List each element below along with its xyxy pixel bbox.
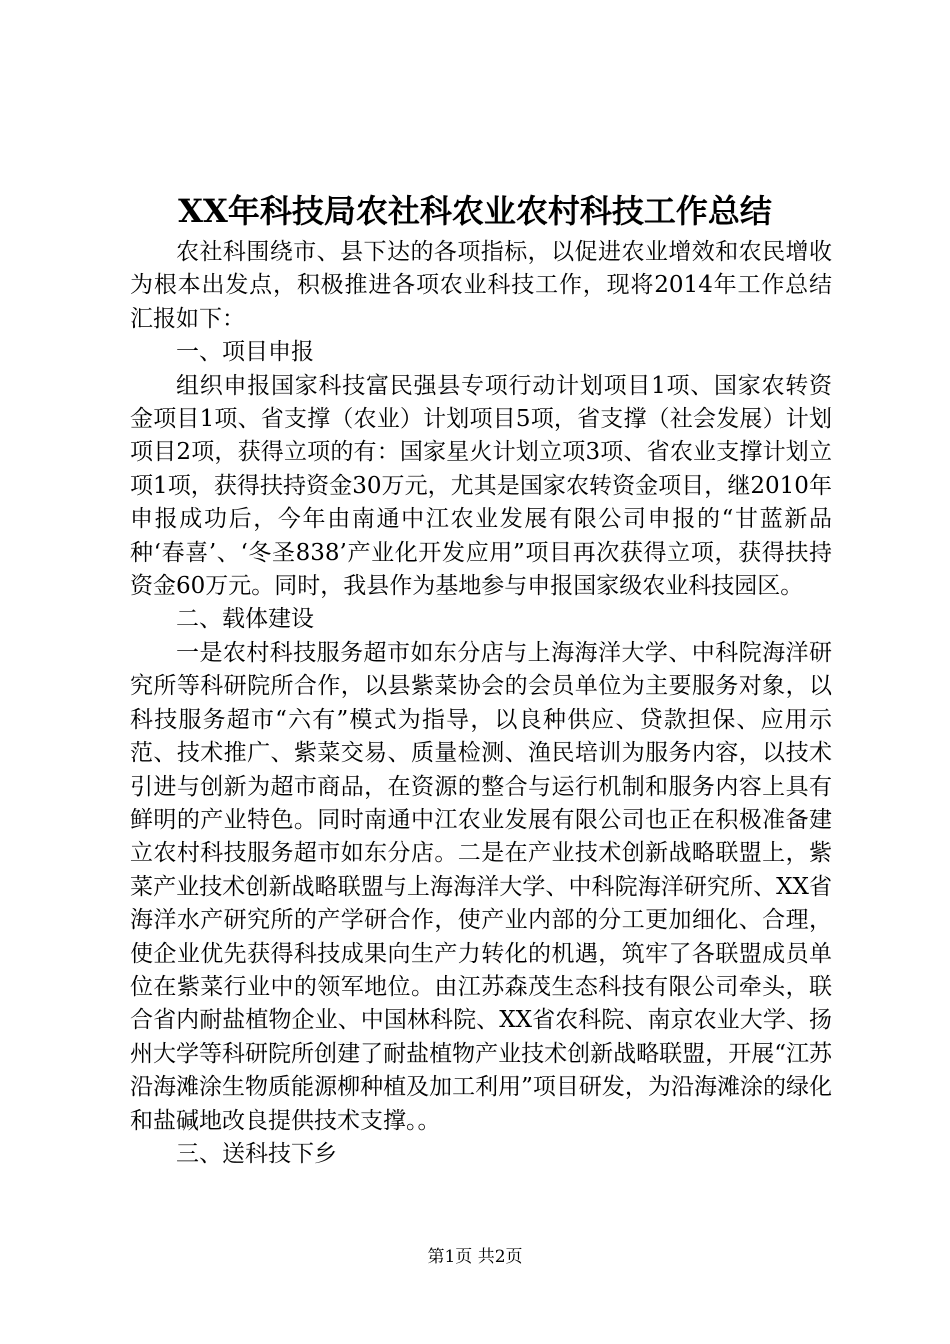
document-title: XX年科技局农社科农业农村科技工作总结 xyxy=(178,192,772,230)
section-heading-tech-to-countryside: 三、送科技下乡 xyxy=(176,1140,337,1167)
intro-paragraph: 农社科围绕市、县下达的各项指标，以促进农业增效和农民增收为根本出发点，积极推进各项农业科技工作，现将2014年工作总结汇报如下： xyxy=(130,239,832,332)
section-heading-carrier-construction: 二、载体建设 xyxy=(176,606,314,633)
project-application-paragraph: 组织申报国家科技富民强县专项行动计划项目1项、国家农转资金项目1项、省支撑（农业）计划项目5项，省支撑（社会发展）计划项目2项，获得立项的有：国家星火计划立项3项、省农业支撑计划立项1项，获得扶持资金30万元，尤其是国家农转资金项目，继2010年申报成功后，今年由南通中江农业发展有限公司申报的“甘蓝新品种‘春喜’、‘冬圣838’产业化开发应用”项目再次获得立项，获得扶持资金60万元。同时，我县作为基地参与申报国家级农业科技园区。 xyxy=(130,372,832,600)
page-footer: 第1页 共2页 xyxy=(427,1247,523,1267)
carrier-construction-paragraph: 一是农村科技服务超市如东分店与上海海洋大学、中科院海洋研究所等科研院所合作，以县紫菜协会的会员单位为主要服务对象，以科技服务超市“六有”模式为指导，以良种供应、贷款担保、应用示范、技术推广、紫菜交易、质量检测、渔民培训为服务内容，以技术引进与创新为超市商品，在资源的整合与运行机制和服务内容上具有鲜明的产业特色。同时南通中江农业发展有限公司也正在积极准备建立农村科技服务超市如东分店。二是在产业技术创新战略联盟上，紫菜产业技术创新战略联盟与上海海洋大学、中科院海洋研究所、XX省海洋水产研究所的产学研合作，使产业内部的分工更加细化、合理，使企业优先获得科技成果向生产力转化的机遇，筑牢了各联盟成员单位在紫菜行业中的领军地位。由江苏森茂生态科技有限公司牵头，联合省内耐盐植物企业、中国林科院、XX省农科院、南京农业大学、扬州大学等科研院所创建了耐盐植物产业技术创新战略联盟，开展“江苏沿海滩涂生物质能源柳种植及加工利用”项目研发，为沿海滩涂的绿化和盐碱地改良提供技术支撑。。 xyxy=(130,639,832,1134)
section-heading-project-application: 一、项目申报 xyxy=(176,339,314,366)
document-body xyxy=(130,236,832,1171)
